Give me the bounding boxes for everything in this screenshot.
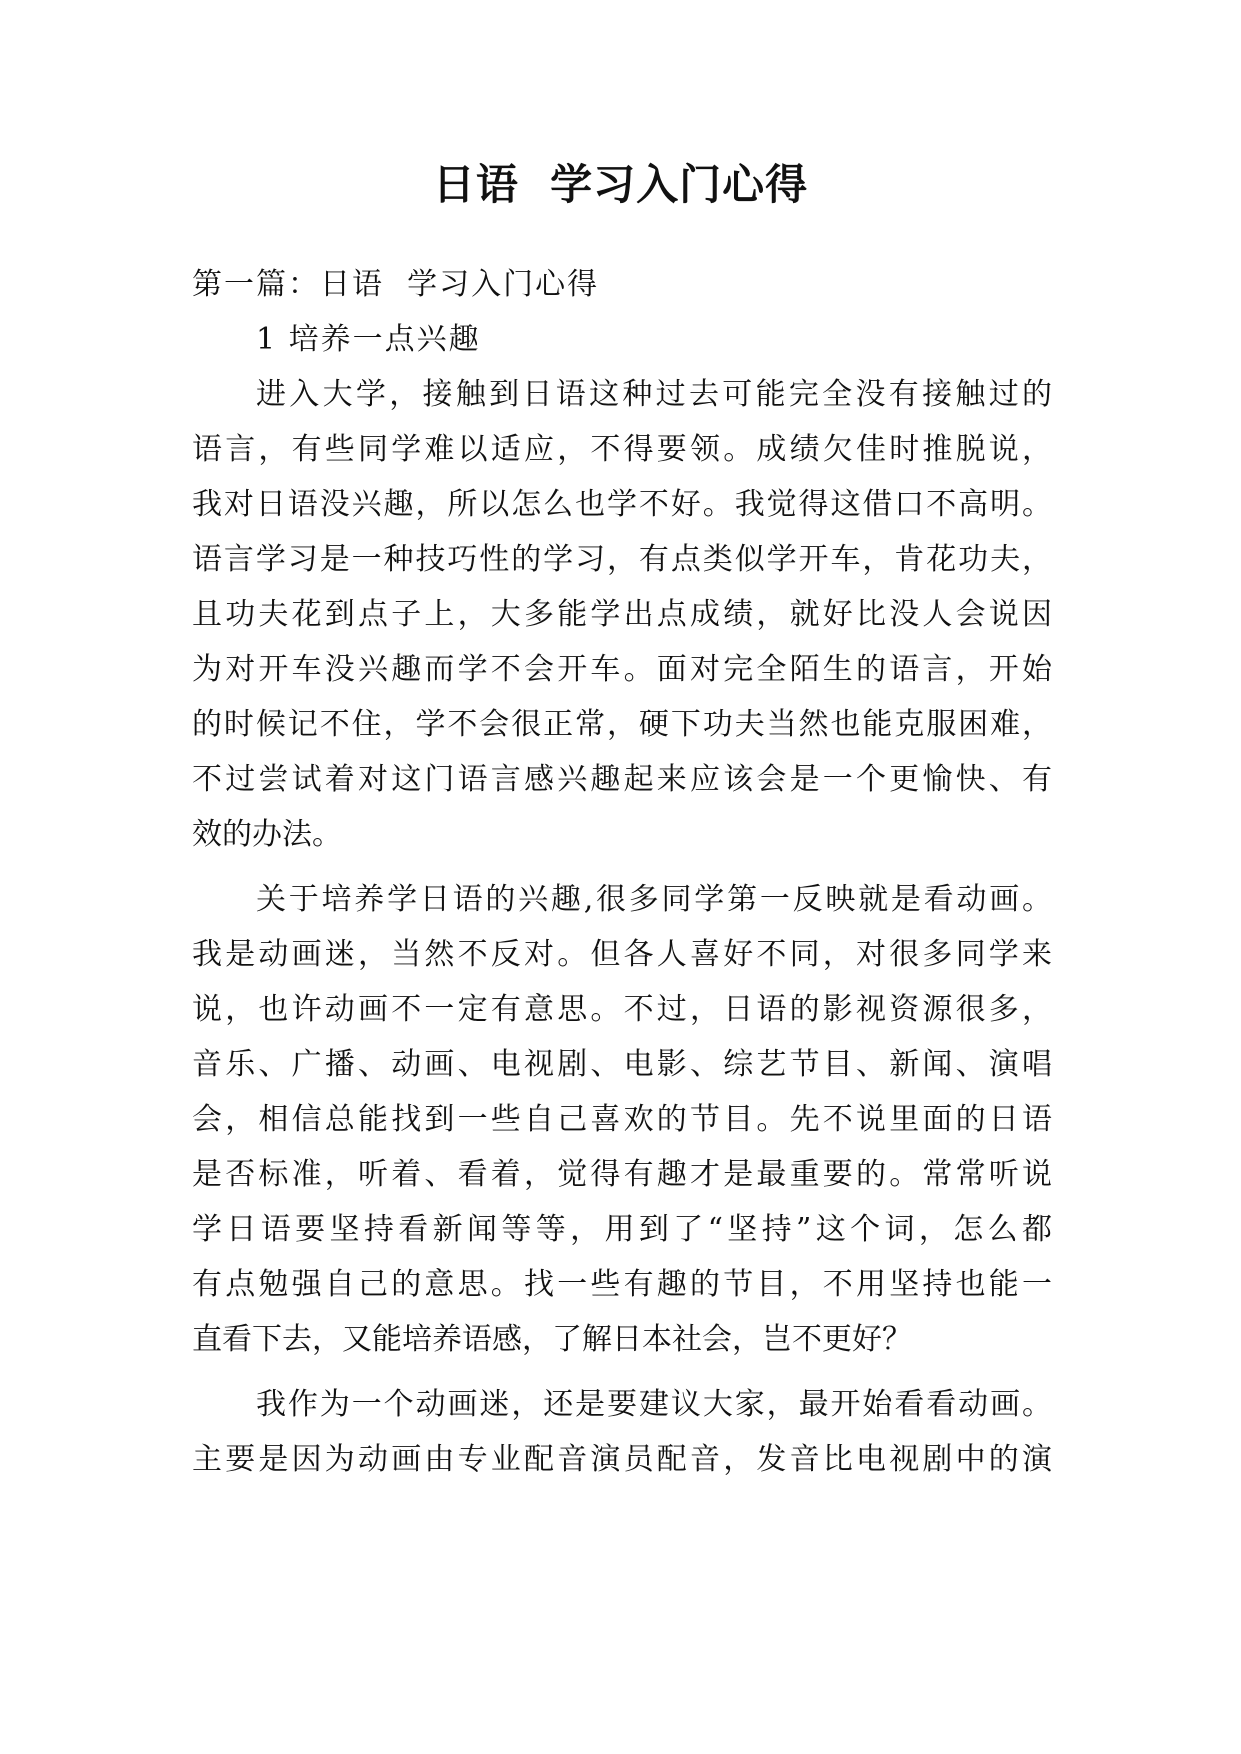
paragraph-line: 说，也许动画不一定有意思。不过，日语的影视资源很多， xyxy=(192,992,1052,1027)
paragraph-line: 的时候记不住，学不会很正常，硬下功夫当然也能克服困难， xyxy=(192,707,1052,742)
paragraph-line: 语言，有些同学难以适应，不得要领。成绩欠佳时推脱说， xyxy=(192,432,1052,467)
paragraph-line: 会，相信总能找到一些自己喜欢的节目。先不说里面的日语 xyxy=(192,1102,1052,1137)
paragraph-line: 音乐、广播、动画、电视剧、电影、综艺节目、新闻、演唱 xyxy=(192,1047,1052,1082)
paragraph-line: 我对日语没兴趣，所以怎么也学不好。我觉得这借口不高明。 xyxy=(192,487,1052,522)
paragraph-line: 且功夫花到点子上，大多能学出点成绩，就好比没人会说因 xyxy=(192,597,1052,632)
paragraph-line: 进入大学，接触到日语这种过去可能完全没有接触过的 xyxy=(256,377,1052,412)
paragraph-line: 有点勉强自己的意思。找一些有趣的节目，不用坚持也能一 xyxy=(192,1267,1052,1302)
paragraph-line: 为对开车没兴趣而学不会开车。面对完全陌生的语言，开始 xyxy=(192,652,1052,687)
paragraph-line: 学日语要坚持看新闻等等，用到了“坚持”这个词，怎么都 xyxy=(192,1212,1052,1247)
paragraph-line: 我是动画迷，当然不反对。但各人喜好不同，对很多同学来 xyxy=(192,937,1052,972)
paragraph-line: 主要是因为动画由专业配音演员配音，发音比电视剧中的演 xyxy=(192,1442,1052,1477)
paragraph-line: 是否标准，听着、看着，觉得有趣才是最重要的。常常听说 xyxy=(192,1157,1052,1192)
paragraph-line: 直看下去，又能培养语感，了解日本社会，岂不更好？ xyxy=(192,1322,912,1357)
paragraph-line: 语言学习是一种技巧性的学习，有点类似学开车，肯花功夫， xyxy=(192,542,1052,577)
section-heading: 第一篇：日语 学习入门心得 xyxy=(192,267,600,302)
document-title: 日语 学习入门心得 xyxy=(432,160,809,209)
paragraph-line: 效的办法。 xyxy=(192,817,342,852)
paragraph-line: 我作为一个动画迷，还是要建议大家，最开始看看动画。 xyxy=(256,1387,1052,1422)
paragraph-line: 关于培养学日语的兴趣,很多同学第一反映就是看动画。 xyxy=(256,882,1052,917)
subheading: 1 培养一点兴趣 xyxy=(256,322,481,357)
paragraph-line: 不过尝试着对这门语言感兴趣起来应该会是一个更愉快、有 xyxy=(192,762,1052,797)
